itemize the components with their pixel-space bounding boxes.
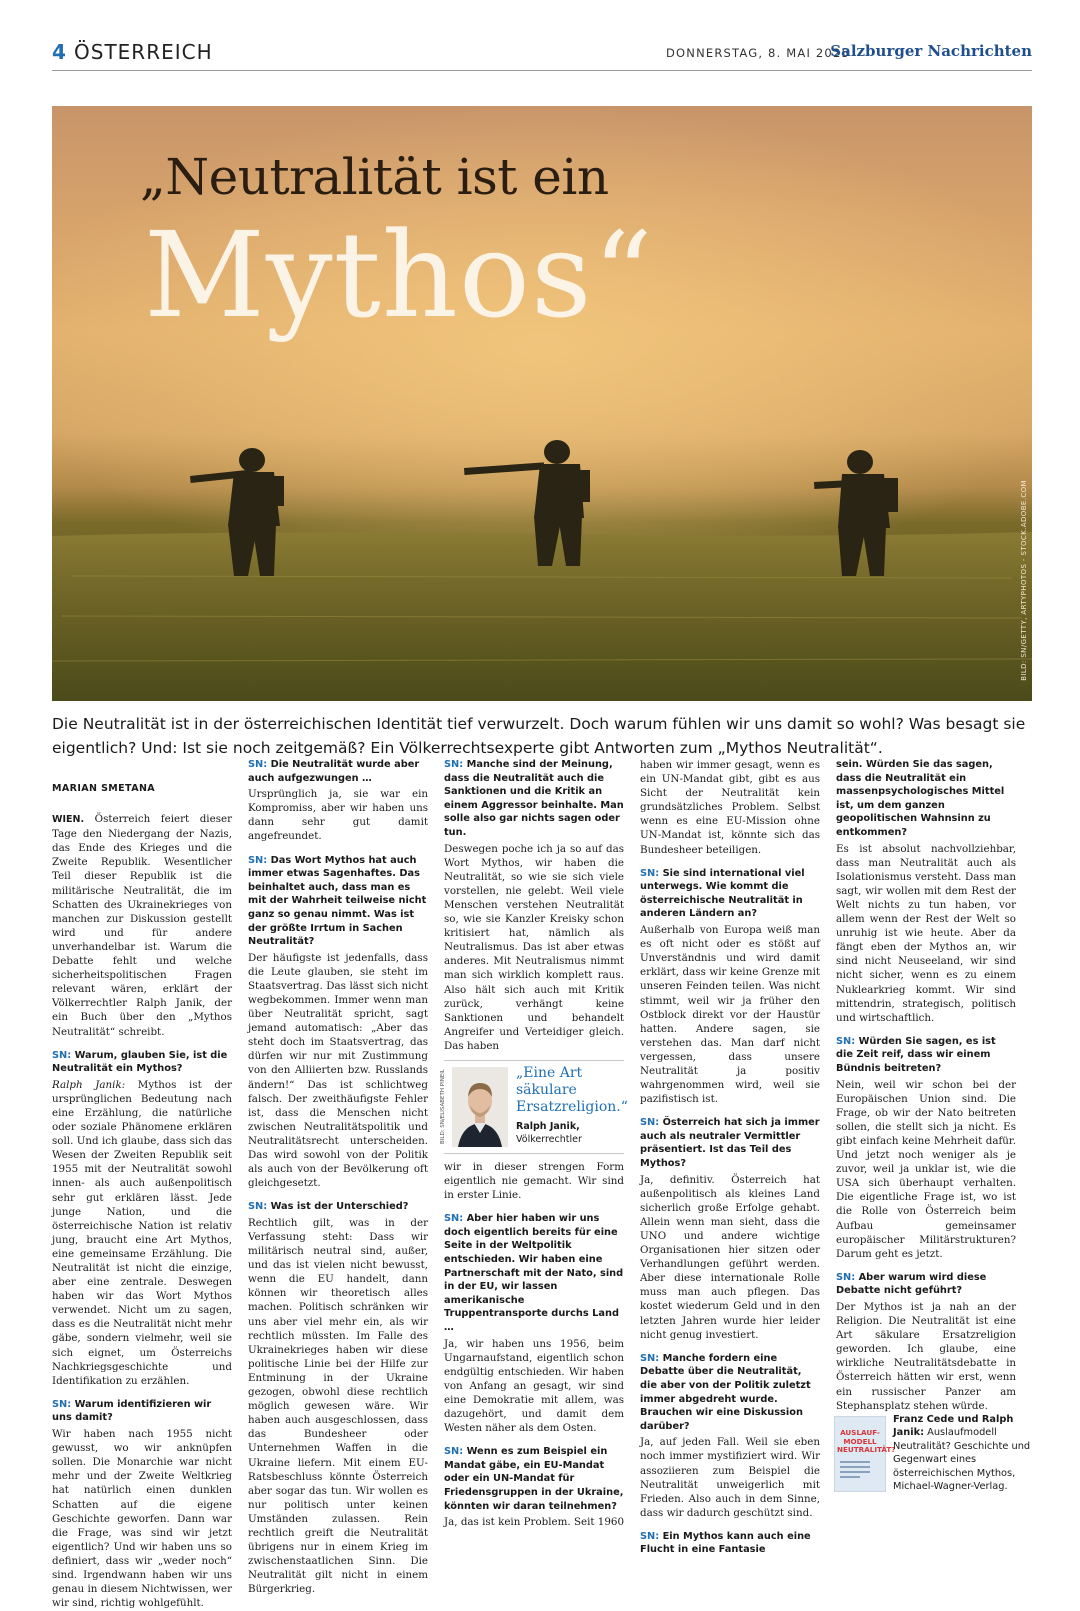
interview-answer: Ja, definitiv. Österreich hat außenpolitisch als kleines Land sicherlich große Erfolge gehabt. Allein wenn man sieht, dass die UNO und andere wichtige Organisationen hier sitzen oder Verhandlungen geführt werden. Aber diese internationale Rolle muss man auch pflegen. Das kostet wiederum Geld und in den letzten Jahren wurde hier leider nicht genug investiert. (640, 1173, 820, 1341)
book-info (893, 1413, 1033, 1493)
interview-question: SN: Sie sind international viel unterwegs. Wie kommt die österreichische Neutralität in anderen Ländern an? (640, 867, 805, 920)
portrait-photo (452, 1067, 508, 1147)
article-column-5 (836, 758, 1016, 1413)
interview-answer: Ja, das ist kein Problem. Seit 1960 (444, 1516, 625, 1529)
intro-paragraph: WIEN. Österreich feiert dieser Tage den Niedergang der Nazis, das Ende des Krieges und die Zweite Republik. Wesentlicher Teil dieser Republik ist die militärische Neutralität, die im Schatten des Ukrainekrieges von manchen zur Diskussion gestellt wird und für andere unverhandelbar ist. Warum die Debatte fehlt und welche sicherheitspolitischen Fragen relevant wären, erklärt der Völkerrechtler Ralph Janik, der ein Buch über den „Mythos Neutralität“ schreibt. (52, 813, 232, 1038)
issue-date: DONNERSTAG, 8. MAI 2025 (665, 46, 850, 60)
sn-label: SN: (444, 759, 464, 770)
article-column-4 (640, 758, 820, 1559)
photo-credit: BILD: SN/GETTY, ARTYPHOTOS - STOCK.ADOBE.COM (1020, 480, 1028, 681)
interview-question: SN: Warum, glauben Sie, ist die Neutralität ein Mythos? (52, 1049, 228, 1075)
interview-question: SN: Manche fordern eine Debatte über die Neutralität, die aber von der Politik zuletzt immer abgedreht wurde. Brauchen wir eine Diskussion darüber? (640, 1352, 811, 1432)
interview-question: SN: Die Neutralität wurde aber auch aufgezwungen … (248, 759, 420, 784)
interview-answer: haben wir immer gesagt, wenn es ein UN-Mandat gibt, gibt es aus Sicht der Neutralität kein grundsätzliches Problem. Selbst wenn es eine EU-Mission ohne UN-Mandat ist, könnte sich das Bundesheer beteiligen. (640, 759, 820, 856)
interview-answer: Ralph Janik: Mythos ist der ursprünglichen Bedeutung nach eine Erzählung, die natürliche oder soziale Phänomene erklären soll. Und ich glaube, dass sich das Wesen der Zweiten Republik seit 1955 mit der Neutralität sowohl innen- als auch außenpolitisch sehr gut erklären lässt. Jede junge Nation, und die österreichische Nation ist relativ jung, braucht eine Art Mythos, eine gemeinsame Erzählung. Die Neutralität ist nicht die einzige, aber eine zentrale. Deswegen haben wir das Wort Mythos verwendet. Nicht um zu sagen, dass es die Neutralität nicht mehr gäbe, sondern vielmehr, weil sie sich eignet, um Österreichs Nachkriegsgeschichte und Identifikation zu erzählen. (52, 1078, 232, 1387)
interview-question: SN: Manche sind der Meinung, dass die Neutralität auch die Sanktionen und die Kritik an einem Aggressor beinhalte. Man solle also gar nichts sagen oder tun. (444, 759, 624, 838)
interview-answer: Nein, weil wir schon bei der Europäischen Union sind. Die Frage, ob wir der Nato beitreten sollen, die stellt sich ja nicht. Es gibt einfach keine Mehrheit dafür. Und jetzt noch weniger als je zuvor, weil ja unklar ist, wie die USA sich überhaupt verhalten. Die eigentliche Frage ist, wo ist die Rolle von Österreich beim Aufbau gemeinsamer europäischer Militärstrukturen? Darum geht es jetzt. (836, 1078, 1016, 1260)
portrait-credit: BILD: SN/ELISABETH PINEIL (440, 1069, 446, 1144)
sn-label: SN: (248, 854, 268, 866)
article-column-1 (52, 782, 232, 1610)
section-title: ÖSTERREICH (74, 40, 213, 64)
interview-question: SN: Würden Sie sagen, es ist die Zeit reif, dass wir einem Bündnis beitreten? (836, 1035, 996, 1074)
sn-label: SN: (444, 1213, 464, 1225)
sn-label: SN: (836, 1271, 856, 1283)
quote-author-role: Völkerrechtler (516, 1134, 582, 1145)
newspaper-logo: Salzburger Nachrichten (830, 42, 1032, 60)
interview-answer: Rechtlich gilt, was in der Verfassung steht: Dass wir militärisch neutral sind, außer, und das ist vielen nicht bewusst, wenn die EU handelt, dann können wir theoretisch alles machen. Politisch schränken wir uns aber viel mehr ein, als wir rechtlich müssten. Im Falle des Ukrainekrieges haben wir diese politische Linie bei der Hilfe zur Entminung in der Ukraine gezogen, obwohl diese rechtlich möglich gewesen wäre. Wir haben auch ausgeschlossen, dass das Bundesheer oder Unternehmen Waffen in die Ukraine liefern. Mit einem EU-Ratsbeschluss könnte Österreich aber sogar das tun. Wir wollen es nur politisch unter keinen Umständen zulassen. Rein rechtlich greift die Neutralität übrigens nur in einem Krieg im zwischenstaatlichen Sinn. Die Neutralität gilt nicht in einem Bürgerkrieg. (248, 1216, 428, 1596)
portrait-illustration (452, 1067, 508, 1147)
sn-label: SN: (248, 759, 268, 770)
interview-question: SN: Das Wort Mythos hat auch immer etwas Sagenhaftes. Das beinhaltet auch, dass man es mit der Wahrheit teilweise nicht ganz so genau nimmt. Was ist der größte Irrtum in Sachen Neutralität? (248, 854, 427, 948)
interview-answer: Es ist absolut nachvollziehbar, dass man Neutralität auch als Isolationismus versteht. Dass man sagt, wir wollen mit dem Rest der Welt nichts zu tun haben, vor allem wenn der Rest der Welt so unruhig ist wie heute. Aber da fängt eben der Mythos an, wir sind nicht Neuseeland, wir sind nicht sicher, wenn es zu einem Nuklearkrieg kommt. Wir sind mittendrin, strategisch, politisch und wirtschaftlich. (836, 842, 1016, 1024)
article-column-3 (444, 758, 624, 1053)
interview-question: SN: Warum identifizieren wir uns damit? (52, 1398, 212, 1424)
sn-label: SN: (52, 1049, 72, 1061)
book-cover (834, 1416, 896, 1492)
book-cover-title: AUSLAUF-MODELL NEUTRALITÄT? (837, 1428, 896, 1454)
sn-label: SN: (248, 1201, 268, 1213)
interview-answer: Wir haben nach 1955 nicht gewusst, wo wir anknüpfen sollen. Die Monarchie war nicht mehr und der Zweite Weltkrieg hat natürlich einen dunklen Schatten auf die eigene Geschichte geworfen. Dann war die Frage, was sind wir jetzt eigentlich? Und wir haben uns so definiert, dass wir „weder noch“ sind. Irgendwann haben wir uns genau in diesem Nichtwissen, wer wir sind, richtig wohlgefühlt. (52, 1428, 232, 1610)
sn-label: SN: (52, 1398, 72, 1410)
interview-question: SN: Österreich hat sich ja immer auch als neutraler Vermittler präsentiert. Ist das Teil des Mythos? (640, 1117, 820, 1170)
pull-quote (440, 1060, 628, 1154)
sn-label: SN: (444, 1446, 464, 1458)
interview-answer: Ursprünglich ja, sie war ein Kompromiss, aber wir haben uns dann sehr gut damit angefreundet. (248, 788, 428, 843)
page-number: 4 (52, 40, 66, 64)
book-cover-text-lines (840, 1461, 870, 1481)
article-column-2 (248, 758, 428, 1596)
interview-question: SN: Wenn es zum Beispiel ein Mandat gäbe, ein EU-Mandat oder ein UN-Mandat für Friedensgruppen in der Ukraine, könnten wir daran teilnehmen? (444, 1446, 624, 1512)
lead-paragraph: Die Neutralität ist in der österreichischen Identität tief verwurzelt. Doch warum fühlen wir uns damit so wohl? Was besagt sie eigentlich? Und: Ist sie noch zeitgemäß? Ein Völkerrechtsexperte gibt Antworten zum „Mythos Neutralität“. (52, 715, 1026, 757)
headline-line-1: „Neutralität ist ein (140, 148, 609, 206)
quote-author: Ralph Janik, (516, 1121, 580, 1132)
sn-label: SN: (640, 1352, 660, 1364)
author-byline: MARIAN SMETANA (52, 783, 156, 794)
interview-question: SN: Ein Mythos kann auch eine Flucht in eine Fantasie (640, 1530, 811, 1556)
interview-question: SN: Was ist der Unterschied? (248, 1201, 409, 1213)
interview-answer: Der Mythos ist ja nah an der Religion. Die Neutralität ist eine Art säkulare Ersatzreligion geworden. Ich glaube, eine wirkliche Neutralitätsdebatte in Österreich hätten wir erst, wenn ein russischer Panzer am Stephansplatz stehen würde. (836, 1300, 1016, 1412)
interview-question-continued: sein. Würden Sie das sagen, dass die Neutralität ein massenpsychologisches Mittel ist, um dem ganzen geopolitischen Wahnsinn zu entkommen? (836, 759, 1005, 838)
quote-text: „Eine Art säkulare Ersatzreligion.“ (516, 1065, 628, 1115)
interview-answer: wir in dieser strengen Form eigentlich nie gemacht. Wir sind in erster Linie. (444, 1161, 624, 1202)
book-description: Auslaufmodell Neutralität? Geschichte und Gegenwart eines österreichischen Mythos, Michael-Wagner-Verlag. (893, 1427, 1031, 1493)
interviewee-name: Ralph Janik: (52, 1078, 126, 1091)
page-header (52, 38, 1032, 71)
interview-answer: Der häufigste ist jedenfalls, dass die Leute glauben, sie steht im Staatsvertrag. Das lässt sich nicht wegbekommen. Immer wenn man über Neutralität spricht, sagt jemand automatisch: „Aber das steht doch im Staatsvertrag, das dürfen wir nur mit Zustimmung von den Alliierten bzw. Russlands ändern!“ Das ist schlichtweg falsch. Der zweithäufigste Fehler ist, dass die Menschen nicht zwischen Neutralitätspolitik und Neutralitätsrecht unterscheiden. Das wird sowohl von der Politik als auch von der Bevölkerung oft gleichgesetzt. (248, 951, 428, 1190)
dateline: WIEN. (52, 814, 85, 826)
interview-answer: Ja, auf jeden Fall. Weil sie eben noch immer mystifiziert wird. Wir assoziieren zum Beispiel die Neutralität unweigerlich mit Frieden. Also auch in dem Sinne, dass wir dadurch geschützt sind. (640, 1436, 820, 1519)
sn-label: SN: (836, 1035, 856, 1047)
article-column-3-continued (444, 1160, 624, 1529)
interview-answer: Außerhalb von Europa weiß man es oft nicht oder es stößt auf Unverständnis und wird damit erklärt, dass wir keine Grenze mit unseren Feinden teilen. Was nicht stimmt, weil wir ja früher den Ostblock direkt vor der Haustür hatten. Andere sagen, sie verstehen das. Man darf nicht vergessen, dass unsere Neutralität ja positiv wahrgenommen wird, weil sie pazifistisch ist. (640, 924, 820, 1106)
book-authors: Franz Cede und Ralph Janik: (893, 1414, 1014, 1439)
sn-label: SN: (640, 1530, 660, 1542)
interview-answer: Ja, wir haben uns 1956, beim Ungarnaufstand, eigentlich schon endgültig entschieden. Wir haben von Anfang an gesagt, wir sind eine Demokratie mit allem, was dazugehört, und damit dem Westen näher als dem Osten. (444, 1337, 624, 1435)
interview-answer: Deswegen poche ich ja so auf das Wort Mythos, wir haben die Neutralität, so wie sie sich viele vorstellen, nie gelebt. Weil viele Menschen verstehen Neutralität so, wie sie Kanzler Kreisky schon kritisiert hat, nämlich als Neutralismus. Das ist aber etwas anderes. Mit Neutralismus nimmt man sich wirklich komplett raus. Also hält sich auch mit Kritik zurück, verhängt keine Sanktionen und behandelt Angreifer und Verteidiger gleich. Das haben (444, 842, 624, 1052)
interview-question: SN: Aber warum wird diese Debatte nicht geführt? (836, 1271, 987, 1297)
headline-line-2: Mythos“ (144, 206, 654, 344)
sn-label: SN: (640, 867, 660, 879)
hero-image (52, 106, 1032, 701)
interview-question: SN: Aber hier haben wir uns doch eigentlich bereits für eine Seite in der Weltpolitik entschieden. Wir haben eine Partnerschaft mit der Nato, sind in der EU, wir lassen amerikanische Truppentransporte durchs Land … (444, 1213, 624, 1334)
sn-label: SN: (640, 1117, 660, 1129)
